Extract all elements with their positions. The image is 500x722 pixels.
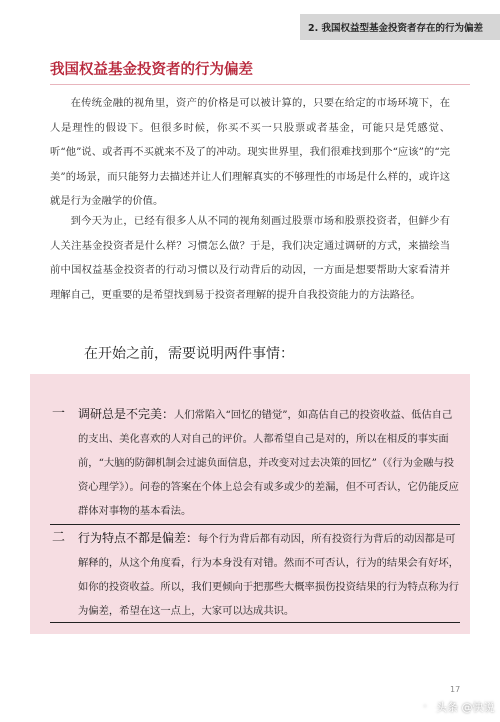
- watermark: [418, 699, 495, 715]
- note-lead: 调研总是不完美：: [78, 407, 175, 421]
- note-item-1: [52, 402, 462, 523]
- page-number: 17: [450, 685, 461, 694]
- notes-heading: 在开始之前，需要说明两件事情：: [84, 346, 294, 362]
- note-divider: [50, 622, 460, 623]
- paragraph-intro: 在传统金融的视角里，资产的价格是可以被计算的，只要在给定的市场环境下，在人是理性的假设下。但很多时候，你买不买一只股票或者基金，可能只是凭感觉、听“他”说、或者再不买就来不及了的冲动。现实世界里，我们很难找到那个“应该”的“完美”的场景，而只能努力去描述并让人们理解真实的不够理性的市场是什么样的，或许这就是行为金融学的价值。: [50, 97, 450, 207]
- note-divider: [50, 524, 460, 525]
- title-divider: [50, 84, 470, 85]
- note-body: [78, 526, 462, 623]
- note-lead: 行为特点不都是偏差：: [78, 531, 199, 545]
- note-number: 一: [52, 406, 66, 421]
- chapter-header: [300, 14, 500, 40]
- note-text: 每个行为背后都有动因，所有投资行为背后的动因都是可解释的，从这个角度看，行为本身没有对错。然而不可否认，行为的结果会有好坏，如你的投资收益。所以，我们更倾向于把那些大概率损伤投资结果的行为特点称为行为偏差，希望在这一点上，大家可以达成共识。: [78, 533, 459, 617]
- note-number: 二: [52, 530, 66, 545]
- note-body: [78, 402, 462, 523]
- user-icon: ◦: [418, 700, 432, 714]
- paragraph-purpose: 到今天为止，已经有很多人从不同的视角刻画过股票市场和股票投资者，但鲜少有人关注基金投资者是什么样？习惯怎么做？于是，我们决定通过调研的方式，来描绘当前中国权益基金投资者的行动习惯以及行动背后的动因，一方面是想要帮助大家看清并理解自己，更重要的是希望找到易于投资者理解的提升自我投资能力的方法路径。: [50, 215, 450, 301]
- section-title: 我国权益基金投资者的行为偏差: [50, 62, 253, 78]
- note-item-2: [52, 526, 462, 623]
- chapter-header-text: 2. 我国权益型基金投资者存在的行为偏差: [308, 23, 484, 34]
- watermark-text: 头条 @快说: [436, 701, 495, 714]
- note-text: 人们常陷入“回忆的错觉”，如高估自己的投资收益、低估自己的支出、美化喜欢的人对自己的评价。人都希望自己是对的，所以在相反的事实面前，“大脑的防御机制会过滤负面信息，并改变对过去决策的回忆”（《行为金融与投资心理学》）。问卷的答案在个体上总会有或多或少的差漏，但不可否认，它仍能反应群体对事物的基本看法。: [78, 409, 459, 517]
